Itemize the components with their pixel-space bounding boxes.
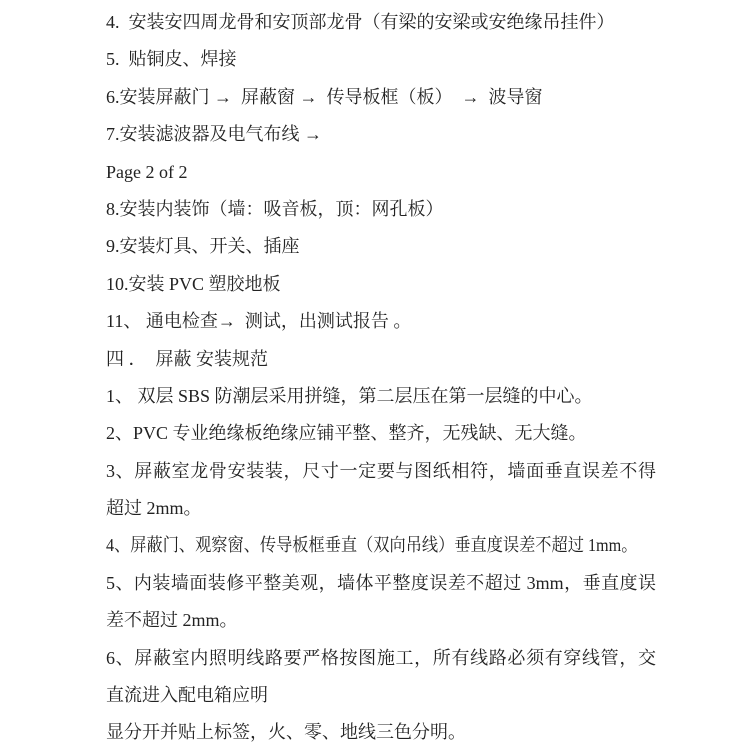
page-indicator: Page 2 of 2 <box>106 161 188 182</box>
list-item-10: 10.安装 PVC 塑胶地板 <box>106 273 281 294</box>
list-item-11: 11、 通电检查→ 测试，出测试报告 。 <box>106 311 412 332</box>
spec-item-4 <box>106 527 656 564</box>
list-item-4: 4. 安装安四周龙骨和安顶部龙骨（有梁的安梁或安绝缘吊挂件） <box>106 12 615 32</box>
list-item-8: 8.安装内装饰（墙：吸音板，顶：网孔板） <box>106 198 444 219</box>
list-item-7: 7.安装滤波器及电气布线 → <box>106 124 322 145</box>
spec-item-3-line-1: 3、屏蔽室龙骨安装装，尺寸一定要与图纸相符，墙面垂直误差不得 <box>106 460 656 481</box>
spec-item-6-line-1: 6、屏蔽室内照明线路要严格按图施工，所有线路必须有穿线管，交 <box>106 647 656 668</box>
spec-item-4-text: 4、屏蔽门、观察窗、传导板框垂直（双向吊线）垂直度误差不超过 1mm。 <box>106 535 638 556</box>
spec-item-6-line-2: 直流进入配电箱应明 <box>106 685 268 706</box>
section-heading: 四 ． 屏蔽 安装规范 <box>106 348 268 369</box>
spec-item-5-line-1: 5、内装墙面装修平整美观，墙体平整度误差不超过 3mm，垂直度误 <box>106 572 656 593</box>
spec-item-3-line-2: 超过 2mm。 <box>106 498 202 519</box>
spec-item-2: 2、PVC 专业绝缘板绝缘应铺平整、整齐，无残缺、无大缝。 <box>106 423 587 444</box>
list-item-9: 9.安装灯具、开关、插座 <box>106 236 300 257</box>
spec-item-6-line-3: 显分开并贴上标签，火、零、地线三色分明。 <box>106 722 466 743</box>
spec-item-1: 1、 双层 SBS 防潮层采用拼缝，第二层压在第一层缝的中心。 <box>106 385 593 406</box>
spec-item-5-line-2: 差不超过 2mm。 <box>106 610 238 631</box>
list-item-5: 5. 贴铜皮、焊接 <box>106 49 237 70</box>
list-item-6: 6.安装屏蔽门 → 屏蔽窗 → 传导板框（板） → 波导窗 <box>106 86 543 107</box>
